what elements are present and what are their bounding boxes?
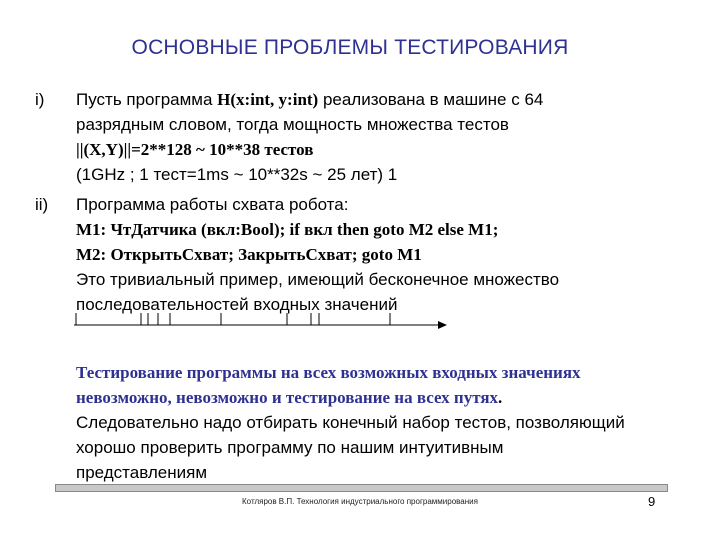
item-1-line-2: разрядным словом, тогда мощность множества тестов <box>76 115 509 134</box>
timeline-arrow-head <box>438 321 447 329</box>
item-2-line-1: Программа работы схвата робота: <box>76 195 349 214</box>
conclusion-block <box>76 360 696 485</box>
item-1-signature: H(x:int, y:int) <box>217 90 319 109</box>
item-1-line-3: ||(X,Y)||=2**128 ~ 10**38 тестов <box>76 140 314 159</box>
conclusion-period: . <box>498 388 503 407</box>
item-1-text-c: реализована в машине с 64 <box>318 90 544 109</box>
input-sequence-timeline <box>70 307 450 331</box>
slide-title <box>0 36 720 60</box>
list-marker-1: i) <box>35 90 45 109</box>
item-2-line-4: Это тривиальный пример, имеющий бесконечное множество <box>76 270 560 289</box>
slide-title-text: ОСНОВНЫЕ ПРОБЛЕМЫ ТЕСТИРОВАНИЯ <box>131 36 569 59</box>
item-2-line-3: M2: ОткрытьСхват; ЗакрытьСхват; goto M1 <box>76 245 422 264</box>
conclusion-line-3: Следовательно надо отбирать конечный набор тестов, позволяющий <box>76 413 625 432</box>
item-2-line-5: последовательностей входных значений <box>76 295 398 314</box>
item-1-text-a: Пусть программа <box>76 90 218 109</box>
conclusion-line-1: Тестирование программы на всех возможных входных значениях <box>76 363 581 382</box>
footer-author: Котляров В.П. Технология индустриального программирования <box>242 497 478 506</box>
page-number: 9 <box>648 494 656 509</box>
conclusion-line-2 <box>76 385 696 410</box>
item-2-line-2: M1: ЧтДатчика (вкл:Bool); if вкл then goto M2 else M1; <box>76 220 499 239</box>
footer-divider-bar <box>55 484 668 492</box>
conclusion-line-4: хорошо проверить программу по нашим интуитивным <box>76 438 504 457</box>
item-1-line-1 <box>76 87 686 112</box>
conclusion-line-5: представлениям <box>76 463 208 482</box>
list-item-2-body <box>76 192 686 317</box>
item-1-line-4: (1GHz ; 1 тест=1ms ~ 10**32s ~ 25 лет) 1 <box>76 165 398 184</box>
list-marker-2: ii) <box>35 195 49 214</box>
conclusion-emphasis: невозможно, невозможно и тестирование на всех путях <box>76 388 499 407</box>
timeline-ticks <box>76 313 390 325</box>
list-item-1-body <box>76 87 686 187</box>
